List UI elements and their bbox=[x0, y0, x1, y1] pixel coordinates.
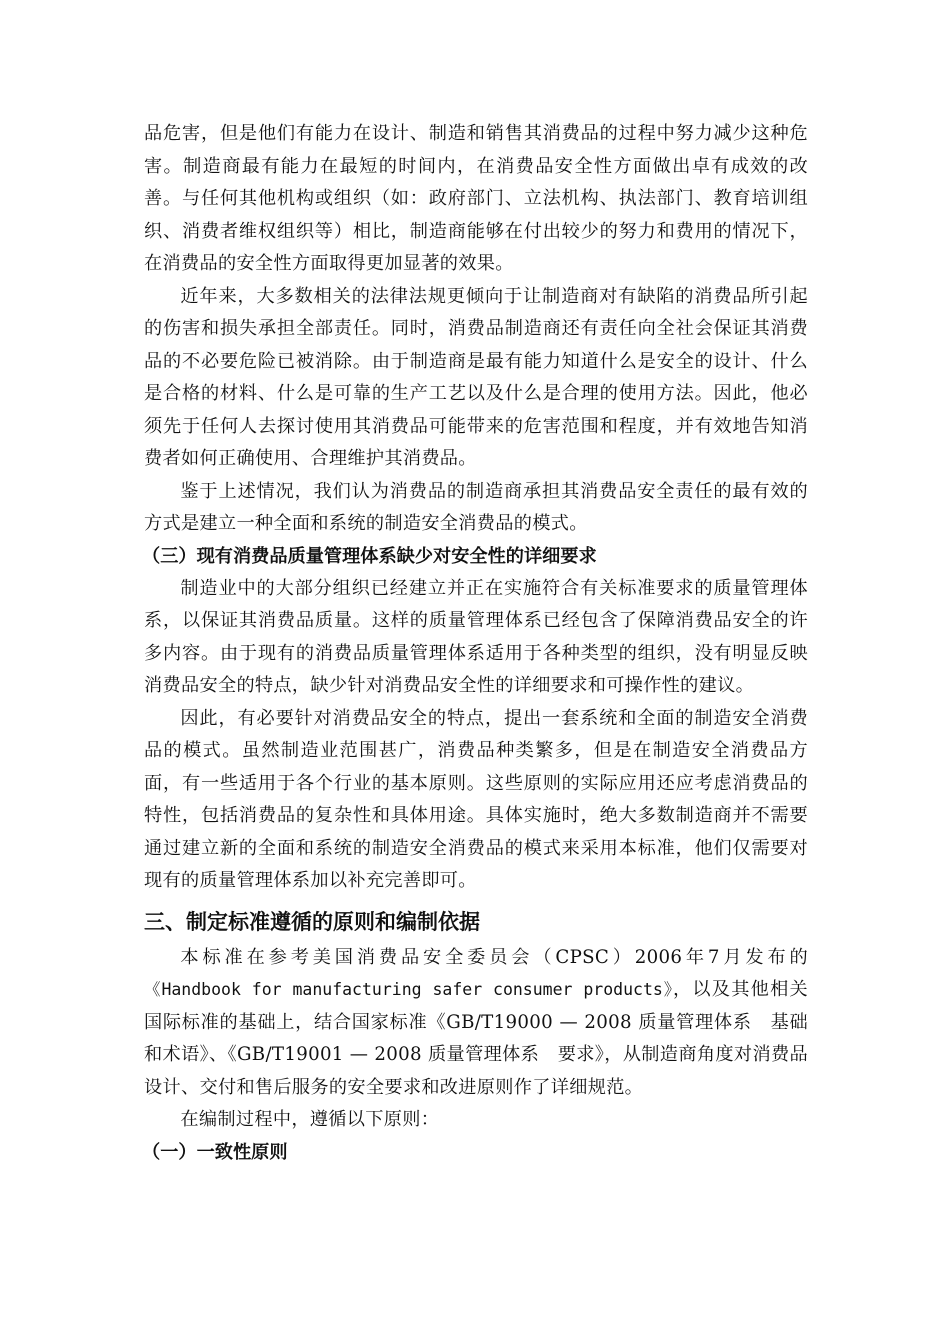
paragraph-standard-basis bbox=[144, 942, 808, 1105]
document-body bbox=[144, 118, 808, 1169]
paragraph-principles-intro: 在编制过程中，遵循以下原则： bbox=[180, 1109, 440, 1130]
standard-basis-part3: ，以及其他相关国际标准的基础上，结合国家标准《GB/T19000 — 2008 质量管理体系 基础和术语》、《GB/T19001 — 2008 质量管理体系 要求》，从制造商角度对消费品设计、交付和售后服务的安全要求和改进原则作了详细规范。 bbox=[144, 979, 808, 1098]
cpsc-handbook-title: 《Handbook for manufacturing safer consumer products》 bbox=[144, 980, 673, 999]
paragraph-necessity: 因此，有必要针对消费品安全的特点，提出一套系统和全面的制造安全消费品的模式。虽然制造业范围甚广，消费品种类繁多，但是在制造安全消费品方面，有一些适用于各个行业的基本原则。这些原则的实际应用还应考虑消费品的特性，包括消费品的复杂性和具体用途。具体实施时，绝大多数制造商并不需要通过建立新的全面和系统的制造安全消费品的模式来采用本标准，他们仅需要对现有的质量管理体系加以补充完善即可。 bbox=[144, 707, 808, 891]
paragraph-quality-system: 制造业中的大部分组织已经建立并正在实施符合有关标准要求的质量管理体系，以保证其消费品质量。这样的质量管理体系已经包含了保障消费品安全的许多内容。由于现有的消费品质量管理体系适用于各种类型的组织，没有明显反映消费品安全的特点，缺少针对消费品安全性的详细要求和可操作性的建议。 bbox=[144, 577, 808, 696]
paragraph-conclusion: 鉴于上述情况，我们认为消费品的制造商承担其消费品安全责任的最有效的方式是建立一种全面和系统的制造安全消费品的模式。 bbox=[144, 480, 808, 534]
subheading-3: （三）现有消费品质量管理体系缺少对安全性的详细要求 bbox=[142, 545, 597, 567]
standard-basis-part1: 本标准在参考美国消费品安全委员会（CPSC）2006年7月发布的 bbox=[180, 946, 808, 968]
paragraph-consumer-hazard: 品危害，但是他们有能力在设计、制造和销售其消费品的过程中努力减少这种危害。制造商最有能力在最短的时间内，在消费品安全性方面做出卓有成效的改善。与任何其他机构或组织（如：政府部门、立法机构、执法部门、教育培训组织、消费者维权组织等）相比，制造商能够在付出较少的努力和费用的情况下，在消费品的安全性方面取得更加显著的效果。 bbox=[144, 123, 808, 274]
paragraph-legal-responsibility: 近年来，大多数相关的法律法规更倾向于让制造商对有缺陷的消费品所引起的伤害和损失承担全部责任。同时，消费品制造商还有责任向全社会保证其消费品的不必要危险已被消除。由于制造商是最有能力知道什么是安全的设计、什么是合格的材料、什么是可靠的生产工艺以及什么是合理的使用方法。因此，他必须先于任何人去探讨使用其消费品可能带来的危害范围和程度，并有效地告知消费者如何正确使用、合理维护其消费品。 bbox=[144, 285, 808, 469]
subheading-1: （一）一致性原则 bbox=[142, 1141, 288, 1163]
section-3-heading: 三、制定标准遵循的原则和编制依据 bbox=[144, 909, 480, 934]
